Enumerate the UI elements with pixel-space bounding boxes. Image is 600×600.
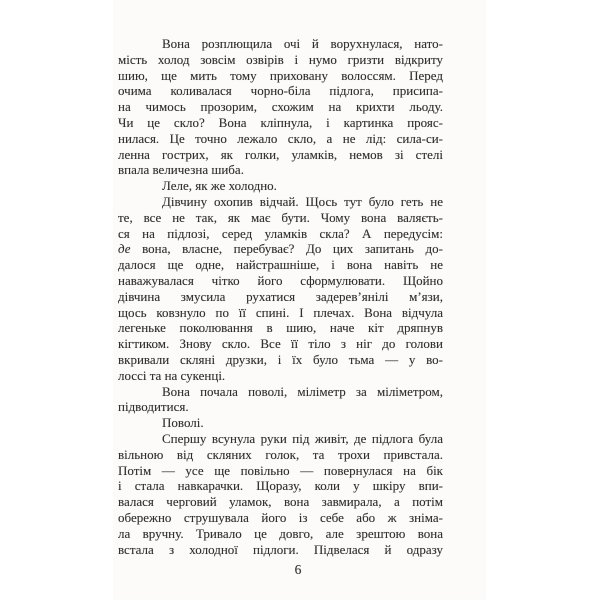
text-line: Леле, як же холодно.	[162, 178, 277, 194]
text-line: підводитися.	[118, 399, 189, 415]
text-line: на чимось прозорим, схожим на крихти льоду.	[118, 99, 443, 115]
text-line: нилася. Це точно лежало скло, а не лід: сила-си-	[118, 130, 443, 146]
text-line: те, все не так, як має бути. Чому вона валяєть-	[118, 209, 443, 225]
text-line: валася черговий уламок, вона завмирала, а потім	[118, 494, 443, 510]
text-line: щось ковзнуло по її спині. І плечах. Вона відчула	[118, 304, 443, 320]
text-block	[118, 36, 443, 557]
text-line: вкривали скляні друзки, і їх було тьма — у во-	[118, 351, 443, 367]
text-line: Вона почала поволі, міліметр за міліметром,	[162, 383, 443, 399]
text-line: ленна гострих, як голки, уламків, немов зі стелі	[118, 146, 443, 162]
text-line: Поволі.	[162, 415, 204, 431]
text-line: ла вручну. Тривало це довго, але зрештою вона	[118, 525, 443, 541]
text-line: наважувалася чітко його сформулювати. Щойно	[118, 272, 443, 288]
text-line: Потім — усе ще повільно — повернулася на бік	[118, 462, 443, 478]
text-line: мість холод зовсім озвірів і нумо гризти відкриту	[118, 51, 443, 67]
text-line: кігтиком. Знову скло. Все її тіло з ніг до голови	[118, 336, 443, 352]
text-line: далося ще одне, найстрашніше, і вона навіть не	[118, 257, 443, 273]
text-line: дівчина змусила рухатися задерев’янілі м’язи,	[118, 288, 443, 304]
text-line: лоссі та на сукенці.	[118, 367, 226, 383]
text-line: Спершу всунула руки під живіт, де підлога була	[162, 430, 443, 446]
text-line: очима коливалася чорно-біла підлога, присипа-	[118, 83, 443, 99]
text-line: обережно струшувала його із себе або ж зніма-	[118, 509, 443, 525]
text-line: Дівчину охопив відчай. Щось тут було геть не	[162, 193, 443, 209]
text-line: де вона, власне, перебуває? До цих запитань до-	[118, 241, 443, 257]
text-line: легеньке поколювання в шию, наче кіт дряпнув	[118, 320, 443, 336]
page-number: 6	[294, 562, 302, 577]
text-line: Чи це скло? Вона кліпнула, і картинка прояс-	[118, 114, 443, 130]
text-line: ся на підлозі, серед уламків скла? А передусім:	[118, 225, 443, 241]
text-line: вільною від скляних голок, та трохи привстала.	[118, 446, 443, 462]
text-line: впала величезна шиба.	[118, 162, 244, 178]
text-line: встала з холодної підлоги. Підвелася й одразу	[118, 541, 443, 557]
text-line: і стала навкарачки. Щоразу, коли у шкіру впи-	[118, 478, 443, 494]
text-line: Вона розплющила очі й ворухнулася, нато-	[162, 36, 443, 51]
italic-word: де	[118, 241, 131, 257]
text-line: шию, ще мить тому приховану волоссям. Перед	[118, 67, 443, 83]
